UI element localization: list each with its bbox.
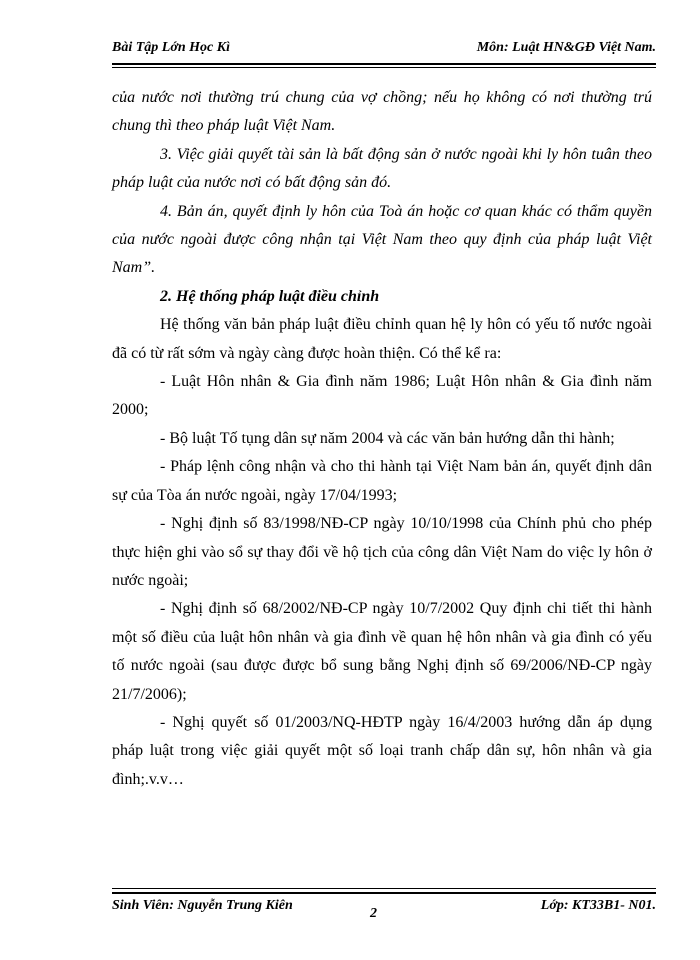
section-heading: 2. Hệ thống pháp luật điều chỉnh — [160, 287, 380, 305]
list-item: - Nghị định số 68/2002/NĐ-CP ngày 10/7/2002 Quy định chi tiết thi hành một số điều của luật hôn nhân và gia đình về quan hệ hôn nhân và gia đình có yếu tố nước ngoài (sau được được bổ sung bằng Nghị định số 69/2006/NĐ-CP ngày 21/7/2006); — [112, 600, 652, 703]
list-item: - Pháp lệnh công nhận và cho thi hành tại Việt Nam bản án, quyết định dân sự của Tòa án nước ngoài, ngày 17/04/1993; — [112, 458, 652, 504]
page-header — [112, 40, 656, 60]
header-divider-thick — [112, 63, 656, 65]
header-course-title: Bài Tập Lớn Học Kì — [112, 40, 230, 55]
intro-paragraph: Hệ thống văn bản pháp luật điều chỉnh quan hệ ly hôn có yếu tố nước ngoài đã có từ rất sớm và ngày càng được hoàn thiện. Có thể kể ra: — [112, 316, 652, 362]
footer-student-name: Sinh Viên: Nguyễn Trung Kiên — [112, 898, 293, 913]
footer-divider-thick — [112, 892, 656, 894]
list-item: - Luật Hôn nhân & Gia đình năm 1986; Luật Hôn nhân & Gia đình năm 2000; — [112, 373, 652, 419]
page-footer — [112, 898, 656, 920]
quote-item-4: 4. Bản án, quyết định ly hôn của Toà án hoặc cơ quan khác có thẩm quyền của nước ngoài được công nhận tại Việt Nam theo quy định của pháp luật Việt Nam”. — [112, 202, 652, 277]
page-body — [112, 84, 652, 794]
quote-continuation: của nước nơi thường trú chung của vợ chồng; nếu họ không có nơi thường trú chung thì theo pháp luật Việt Nam. — [112, 89, 652, 135]
footer-class-code: Lớp: KT33B1- N01. — [540, 898, 656, 913]
page-number: 2 — [370, 906, 377, 921]
footer-divider-thin — [112, 888, 656, 889]
list-item: - Nghị định số 83/1998/NĐ-CP ngày 10/10/1998 của Chính phủ cho phép thực hiện ghi vào sổ sự thay đổi về hộ tịch của công dân Việt Nam do việc ly hôn ở nước ngoài; — [112, 515, 652, 589]
header-subject: Môn: Luật HN&GĐ Việt Nam. — [476, 40, 656, 55]
quote-item-3: 3. Việc giải quyết tài sản là bất động sản ở nước ngoài khi ly hôn tuân theo pháp luật của nước nơi có bất động sản đó. — [112, 145, 652, 192]
header-divider-thin — [112, 67, 656, 68]
list-item: - Nghị quyết số 01/2003/NQ-HĐTP ngày 16/4/2003 hướng dẫn áp dụng pháp luật trong việc giải quyết một số loại tranh chấp dân sự, hôn nhân và gia đình;.v.v… — [112, 713, 652, 788]
list-item: - Bộ luật Tố tụng dân sự năm 2004 và các văn bản hướng dẫn thi hành; — [160, 429, 615, 447]
